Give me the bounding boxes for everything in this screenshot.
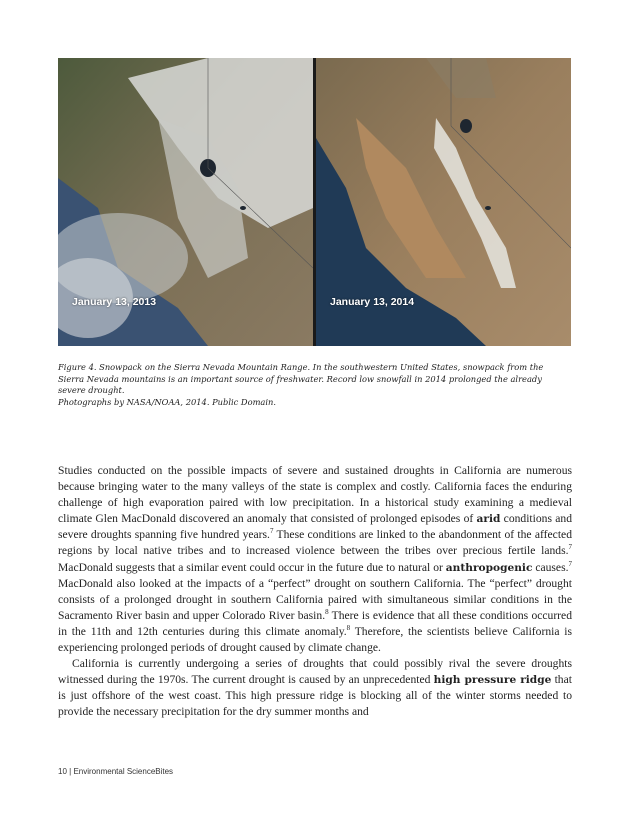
text-run: conditions and severe droughts spanning five hundred years. [58, 512, 572, 542]
citation-ref: 7 [269, 527, 274, 536]
citation-ref: 7 [568, 559, 572, 568]
satellite-image-2013 [58, 58, 313, 346]
satellite-figure [58, 58, 571, 346]
image-date-label: January 13, 2014 [330, 296, 415, 308]
paragraph-2 [58, 656, 572, 720]
caption-credit: Photographs by NASA/NOAA, 2014. Public Domain. [58, 396, 277, 407]
text-run: California is currently undergoing a series of droughts that could possibly rival the severe droughts witnessed during the 1970s. The current drought is caused by an unprecedented [58, 657, 572, 687]
satellite-image-2014 [316, 58, 571, 346]
image-date-label: January 13, 2013 [72, 296, 157, 308]
citation-ref: 7 [568, 543, 572, 552]
page-footer [58, 767, 173, 776]
text-run: MacDonald suggests that a similar event could occur in the future due to natural or [58, 560, 446, 574]
publication-name: Environmental ScienceBites [73, 767, 174, 776]
page-number: 10 [58, 767, 67, 776]
citation-ref: 8 [325, 607, 329, 616]
text-run: causes. [532, 560, 569, 574]
text-run: that is just offshore of the west coast. This high pressure ridge is blocking all of the winter storms needed to provide the necessary precipitation for the dry summer months and [58, 673, 572, 719]
text-run: Studies conducted on the possible impacts of severe and sustained droughts in California are numerous because bringing water to the many valleys of the state is complex and costly. California faces the enduring challenge of high evaporation paired with low precipitation. In a historical study examining a medieval climate Glen MacDonald discovered an anomaly that consisted of prolonged episodes of [58, 464, 572, 526]
text-run: Therefore, the scientists believe California is experiencing prolonged periods of drought caused by climate change. [58, 624, 572, 655]
text-run: MacDonald also looked at the impacts of a “perfect” drought on southern California. The “perfect” drought consists of a prolonged drought in southern California paired with simultaneous similar conditions in the Sacramento River basin and upper Colorado River basin. [58, 576, 572, 622]
citation-ref: 8 [346, 624, 351, 633]
footer-separator: | [69, 767, 72, 776]
article-body [58, 463, 572, 721]
paragraph-1 [58, 463, 572, 656]
text-run: There is evidence that all these conditions occurred in the 11th and 12th centuries during this climate anomaly. [58, 608, 572, 638]
figure-caption [58, 362, 571, 408]
glossary-term-anthropogenic: anthropogenic [445, 561, 533, 574]
glossary-term-arid: arid [476, 513, 501, 526]
text-run: These conditions are linked to the abandonment of the affected regions by local native tribes and to increased violence between the tribes over precious fertile lands. [58, 528, 572, 558]
glossary-term-high-pressure-ridge: high pressure ridge [433, 674, 552, 687]
caption-text: Figure 4. Snowpack on the Sierra Nevada Mountain Range. In the southwestern United States, snowpack from the Sierra Nevada mountains is an important source of freshwater. Record low snowfall in 2014 prolonged the already severe drought. [58, 362, 544, 395]
